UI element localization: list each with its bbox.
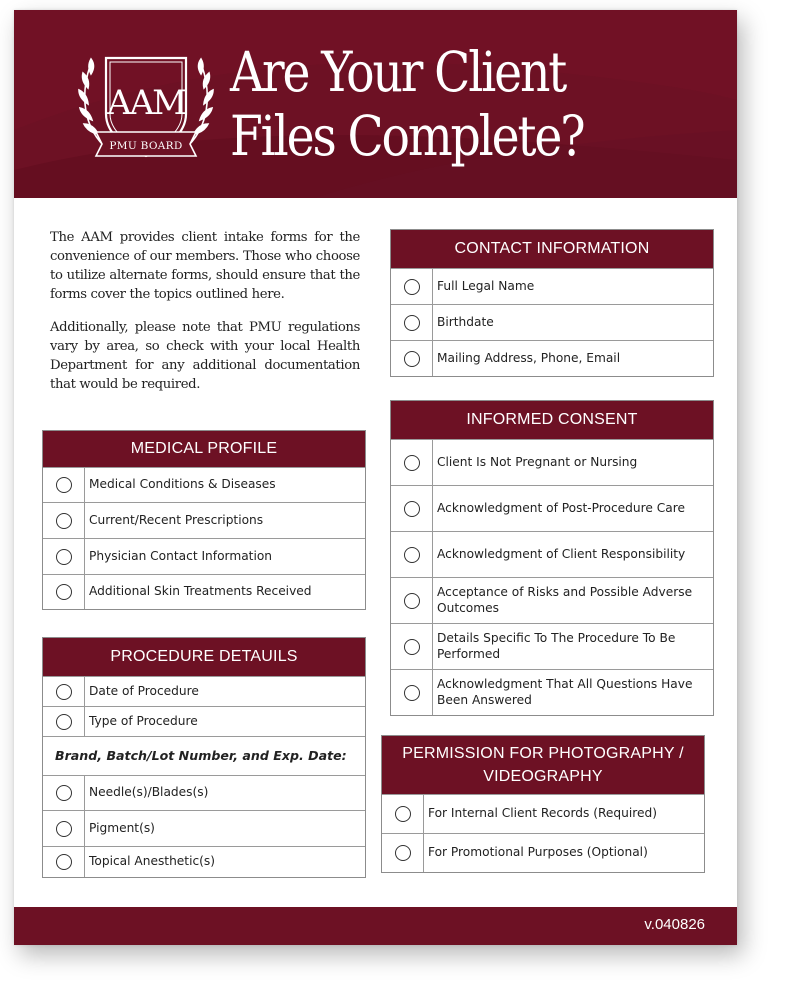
checkbox[interactable] (43, 776, 85, 810)
photography-heading-line-1: PERMISSION FOR PHOTOGRAPHY / (402, 745, 684, 762)
checklist-label: Type of Procedure (89, 713, 198, 728)
checklist-row[interactable] (43, 676, 365, 706)
circle-checkbox-icon (56, 714, 72, 730)
page-title (230, 40, 583, 168)
checklist-label: Acknowledgment of Post-Procedure Care (437, 500, 685, 515)
circle-checkbox-icon (404, 593, 420, 609)
intro-paragraph-2: Additionally, please note that PMU regulations vary by area, so check with your local Health Department for any additional documentation that would be required. (50, 320, 360, 392)
checklist-label: Physician Contact Information (89, 548, 273, 563)
checkbox[interactable] (43, 677, 85, 706)
document-page (14, 10, 737, 945)
checkbox[interactable] (391, 341, 433, 376)
photography-permission-heading (382, 736, 704, 794)
checklist-label: Date of Procedure (89, 683, 199, 698)
subheading-label: Brand, Batch/Lot Number, and Exp. Date: (55, 748, 347, 764)
checklist-label: Additional Skin Treatments Received (89, 584, 312, 599)
checkbox[interactable] (391, 486, 433, 531)
checklist-row[interactable] (43, 846, 365, 877)
checklist-row[interactable] (391, 304, 713, 340)
title-line-1: Are Your Client (230, 40, 566, 104)
procedure-details-section (42, 637, 366, 878)
checklist-label: For Promotional Purposes (Optional) (428, 845, 648, 860)
svg-text:PMU BOARD: PMU BOARD (109, 140, 183, 152)
header-banner (14, 10, 737, 198)
checklist-row[interactable] (391, 485, 713, 531)
aam-pmu-board-logo (76, 36, 216, 171)
checkbox[interactable] (391, 578, 433, 623)
checklist-row[interactable] (43, 775, 365, 810)
checklist-label: Acceptance of Risks and Possible Adverse Outcomes (437, 585, 693, 615)
contact-information-section (390, 229, 714, 377)
checklist-row[interactable] (391, 577, 713, 623)
circle-checkbox-icon (56, 549, 72, 565)
circle-checkbox-icon (56, 684, 72, 700)
procedure-details-heading: PROCEDURE DETAUILS (43, 638, 365, 676)
checkbox[interactable] (43, 847, 85, 877)
circle-checkbox-icon (404, 639, 420, 655)
informed-consent-section (390, 400, 714, 716)
checkbox[interactable] (43, 503, 85, 538)
checkbox[interactable] (43, 575, 85, 609)
checklist-label: Topical Anesthetic(s) (89, 854, 216, 869)
intro-text (50, 228, 360, 408)
checklist-row[interactable] (382, 833, 704, 872)
checklist-row[interactable] (382, 794, 704, 833)
checklist-row[interactable] (43, 706, 365, 736)
title-line-2: Files Complete? (230, 104, 584, 168)
checklist-label: Mailing Address, Phone, Email (437, 350, 621, 365)
checkbox[interactable] (391, 670, 433, 715)
checkbox[interactable] (43, 539, 85, 574)
checkbox[interactable] (391, 269, 433, 304)
checklist-row[interactable] (43, 810, 365, 846)
checkbox[interactable] (382, 795, 424, 833)
checklist-label: Needle(s)/Blades(s) (89, 785, 209, 800)
circle-checkbox-icon (404, 455, 420, 471)
checklist-row[interactable] (391, 531, 713, 577)
checklist-row[interactable] (391, 340, 713, 376)
checklist-label: Medical Conditions & Diseases (89, 477, 276, 492)
checklist-label: Details Specific To The Procedure To Be Performed (437, 631, 676, 661)
circle-checkbox-icon (404, 351, 420, 367)
circle-checkbox-icon (404, 315, 420, 331)
subheading-row (43, 736, 365, 775)
checkbox[interactable] (43, 811, 85, 846)
intro-paragraph-1: The AAM provides client intake forms for the convenience of our members. Those who choose to utilize alternate forms, should ensure that the forms cover the topics outlined here. (50, 230, 360, 302)
photography-permission-section (381, 735, 705, 873)
circle-checkbox-icon (56, 854, 72, 870)
checklist-label: Full Legal Name (437, 278, 535, 293)
checklist-label: Acknowledgment That All Questions Have Been Answered (437, 677, 693, 707)
circle-checkbox-icon (56, 821, 72, 837)
checklist-label: Acknowledgment of Client Responsibility (437, 546, 686, 561)
informed-consent-heading: INFORMED CONSENT (391, 401, 713, 439)
checkbox[interactable] (391, 624, 433, 669)
checklist-row[interactable] (43, 574, 365, 609)
checklist-row[interactable] (43, 538, 365, 574)
circle-checkbox-icon (404, 685, 420, 701)
circle-checkbox-icon (404, 279, 420, 295)
circle-checkbox-icon (404, 501, 420, 517)
checkbox[interactable] (391, 532, 433, 577)
medical-profile-heading: MEDICAL PROFILE (43, 431, 365, 467)
checklist-label: Client Is Not Pregnant or Nursing (437, 454, 638, 469)
circle-checkbox-icon (56, 513, 72, 529)
checklist-label: Birthdate (437, 314, 494, 329)
checklist-row[interactable] (391, 623, 713, 669)
circle-checkbox-icon (395, 806, 411, 822)
checklist-row[interactable] (43, 502, 365, 538)
circle-checkbox-icon (395, 845, 411, 861)
contact-information-heading: CONTACT INFORMATION (391, 230, 713, 268)
checklist-label: For Internal Client Records (Required) (428, 806, 658, 821)
checklist-label: Current/Recent Prescriptions (89, 512, 264, 527)
photography-heading-line-2: VIDEOGRAPHY (483, 768, 603, 785)
checkbox[interactable] (382, 834, 424, 872)
checklist-row[interactable] (391, 669, 713, 715)
circle-checkbox-icon (56, 785, 72, 801)
version-label: v.040826 (644, 916, 705, 933)
checklist-row[interactable] (391, 268, 713, 304)
checkbox[interactable] (43, 468, 85, 502)
medical-profile-section (42, 430, 366, 610)
checkbox[interactable] (391, 440, 433, 485)
circle-checkbox-icon (56, 584, 72, 600)
checkbox[interactable] (43, 707, 85, 736)
circle-checkbox-icon (56, 477, 72, 493)
footer-bar (14, 907, 737, 945)
checklist-label: Pigment(s) (89, 820, 155, 835)
checklist-row[interactable] (391, 439, 713, 485)
checkbox[interactable] (391, 305, 433, 340)
circle-checkbox-icon (404, 547, 420, 563)
svg-text:AAM: AAM (107, 83, 185, 123)
checklist-row[interactable] (43, 467, 365, 502)
